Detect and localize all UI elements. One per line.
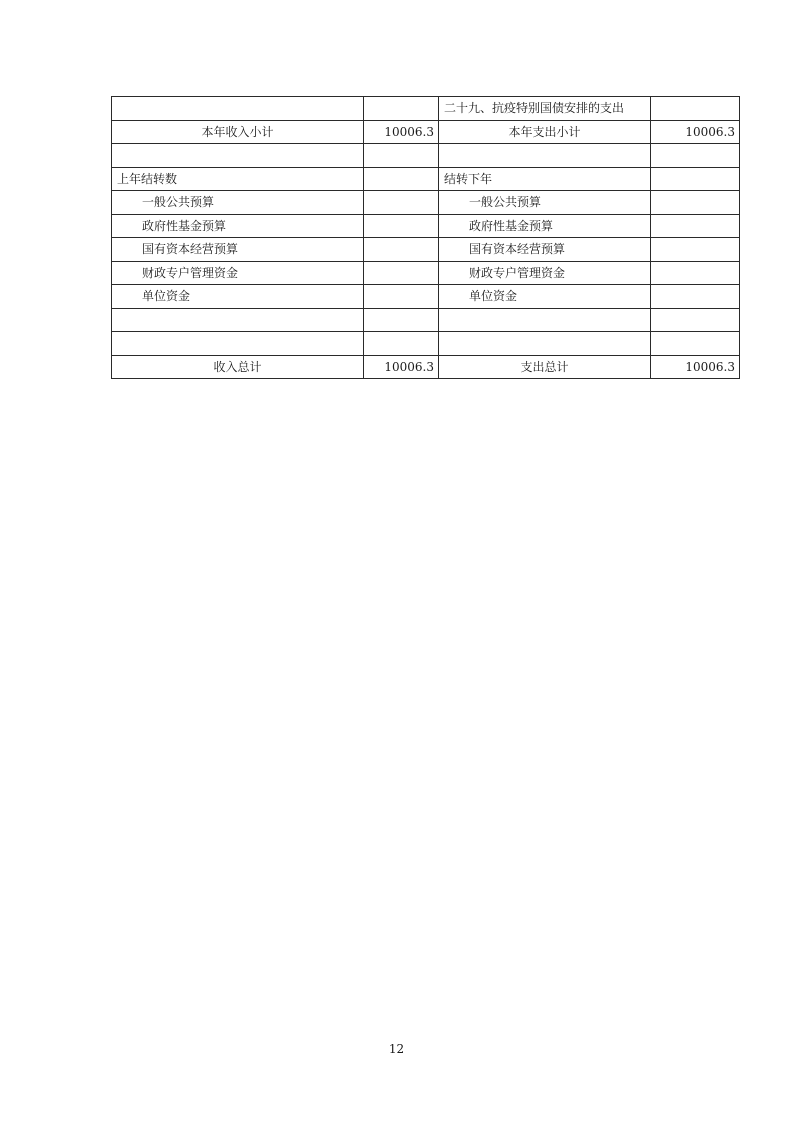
expenditure-item-cell: 二十九、抗疫特别国债安排的支出	[439, 97, 651, 121]
expenditure-item-cell: 结转下年	[439, 167, 651, 191]
revenue-item-cell	[112, 97, 364, 121]
expenditure-amount-cell	[651, 167, 740, 191]
table-row	[112, 332, 740, 356]
table-row	[112, 120, 740, 144]
revenue-item-cell: 单位资金	[112, 285, 364, 309]
revenue-amount-cell: 10006.3	[364, 120, 439, 144]
table-row	[112, 308, 740, 332]
revenue-amount-cell	[364, 214, 439, 238]
expenditure-amount-cell	[651, 285, 740, 309]
revenue-total-label: 收入总计	[112, 355, 364, 379]
expenditure-amount-cell	[651, 214, 740, 238]
revenue-item-cell: 政府性基金预算	[112, 214, 364, 238]
table-row	[112, 261, 740, 285]
expenditure-item-cell: 政府性基金预算	[439, 214, 651, 238]
table-row	[112, 355, 740, 379]
table-row	[112, 214, 740, 238]
revenue-total-amount: 10006.3	[364, 355, 439, 379]
expenditure-item-cell: 本年支出小计	[439, 120, 651, 144]
expenditure-amount-cell	[651, 261, 740, 285]
expenditure-item-cell: 国有资本经营预算	[439, 238, 651, 262]
table-row	[112, 144, 740, 168]
revenue-item-cell: 财政专户管理资金	[112, 261, 364, 285]
expenditure-amount-cell	[651, 308, 740, 332]
revenue-item-cell	[112, 144, 364, 168]
table-row	[112, 167, 740, 191]
revenue-amount-cell	[364, 97, 439, 121]
revenue-amount-cell	[364, 167, 439, 191]
expenditure-amount-cell	[651, 332, 740, 356]
expenditure-total-label: 支出总计	[439, 355, 651, 379]
expenditure-amount-cell	[651, 144, 740, 168]
revenue-amount-cell	[364, 191, 439, 215]
expenditure-item-cell: 单位资金	[439, 285, 651, 309]
table-row	[112, 285, 740, 309]
expenditure-item-cell	[439, 332, 651, 356]
expenditure-amount-cell: 10006.3	[651, 120, 740, 144]
page-number: 12	[388, 1042, 405, 1056]
revenue-amount-cell	[364, 332, 439, 356]
revenue-item-cell	[112, 332, 364, 356]
expenditure-total-amount: 10006.3	[651, 355, 740, 379]
revenue-item-cell: 本年收入小计	[112, 120, 364, 144]
expenditure-item-cell: 财政专户管理资金	[439, 261, 651, 285]
revenue-item-cell: 一般公共预算	[112, 191, 364, 215]
revenue-amount-cell	[364, 144, 439, 168]
table-row	[112, 238, 740, 262]
expenditure-item-cell	[439, 144, 651, 168]
revenue-amount-cell	[364, 308, 439, 332]
revenue-item-cell: 国有资本经营预算	[112, 238, 364, 262]
revenue-amount-cell	[364, 261, 439, 285]
revenue-amount-cell	[364, 238, 439, 262]
expenditure-amount-cell	[651, 191, 740, 215]
budget-table	[111, 96, 740, 379]
revenue-item-cell	[112, 308, 364, 332]
revenue-amount-cell	[364, 285, 439, 309]
table-row	[112, 191, 740, 215]
expenditure-item-cell: 一般公共预算	[439, 191, 651, 215]
expenditure-amount-cell	[651, 97, 740, 121]
expenditure-amount-cell	[651, 238, 740, 262]
table-row	[112, 97, 740, 121]
revenue-item-cell: 上年结转数	[112, 167, 364, 191]
expenditure-item-cell	[439, 308, 651, 332]
